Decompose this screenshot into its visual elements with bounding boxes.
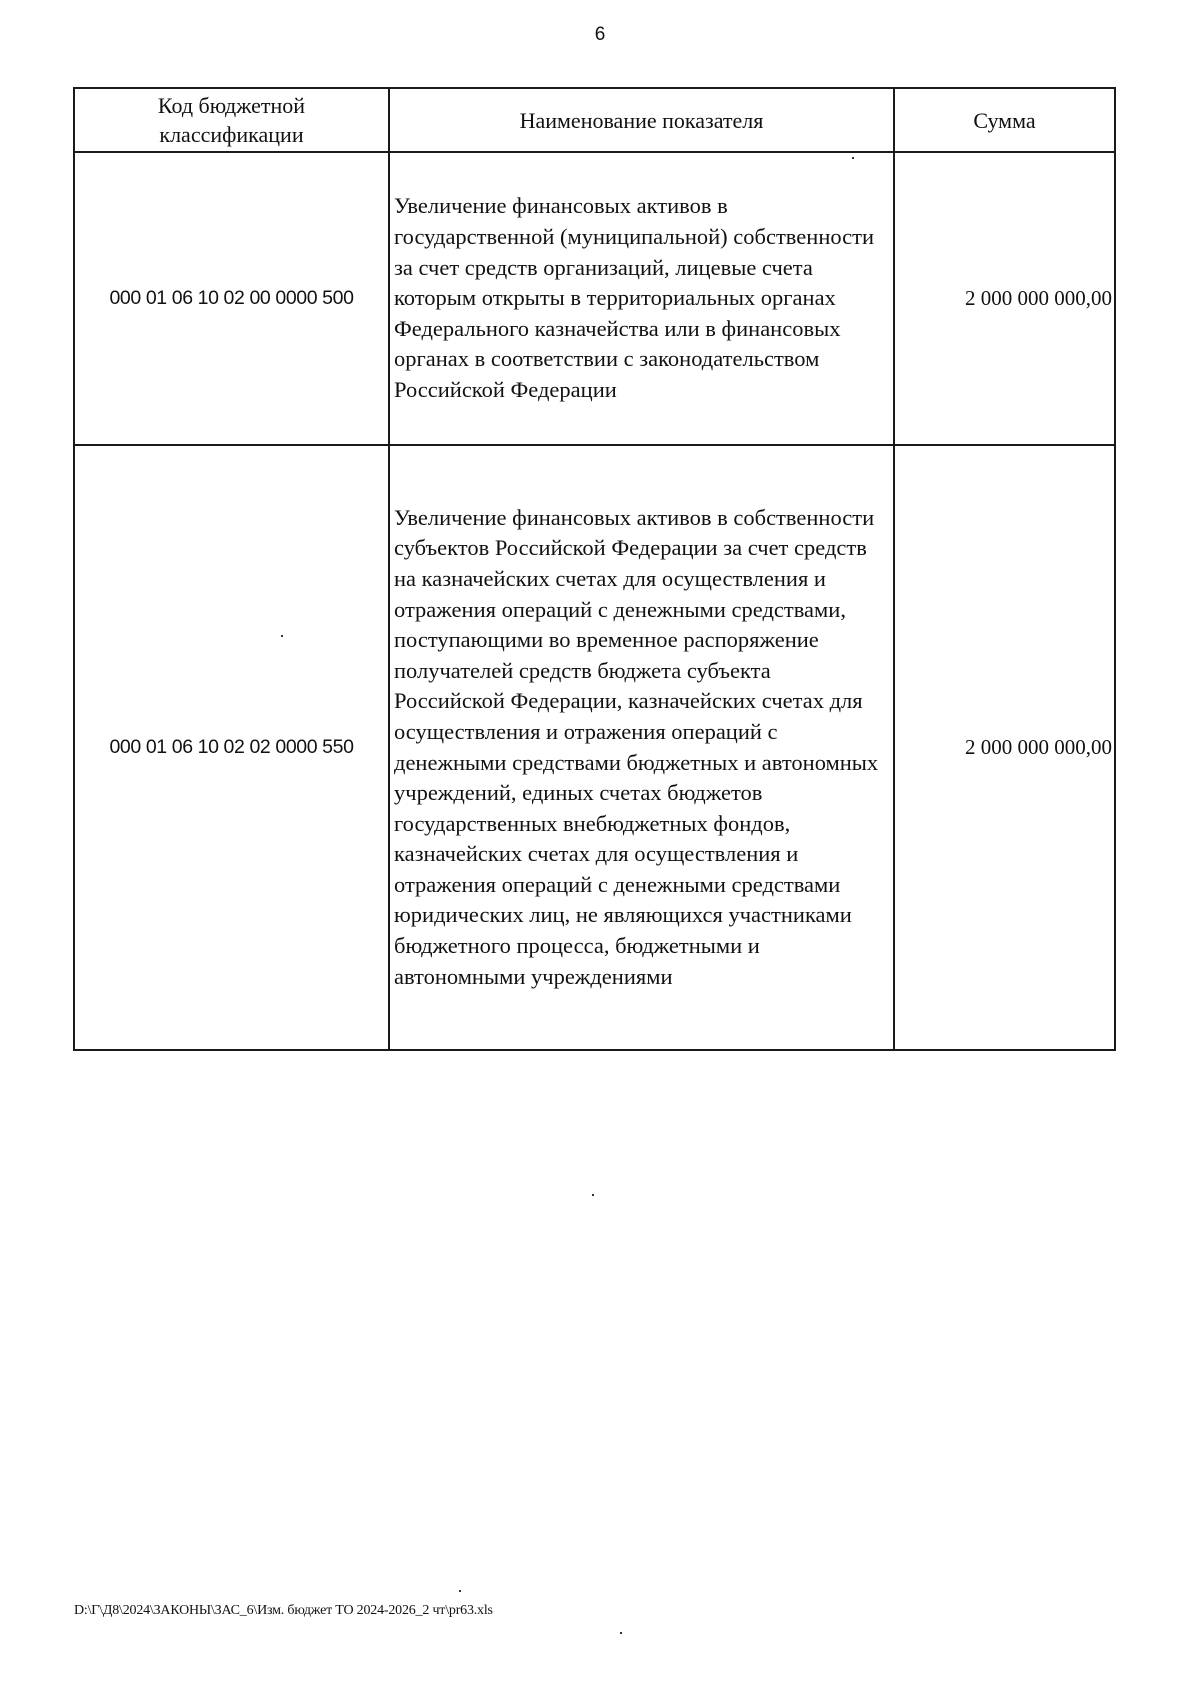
row-name: Увеличение финансовых активов в собственности субъектов Российской Федерации за счет средств на казначейских счетах для осуществления и отражения операций с денежными средствами, поступающими во временное распоряжение получателей средств бюджета субъекта Российской Федерации, казначейских счетах для осуществления и отражения операций с денежными средствами бюджетных и автономных учреждений, единых счетах бюджетов государственных внебюджетных фондов, казначейских счетах для осуществления и отражения операций с денежными средствами юридических лиц, не являющихся участниками бюджетного процесса, бюджетными и автономными учреждениями [389, 445, 894, 1050]
scan-speck [281, 635, 283, 637]
table-header-row [74, 88, 1115, 152]
row-sum: 2 000 000 000,00 [894, 152, 1115, 445]
header-sum [894, 88, 1115, 152]
page-number: 6 [594, 24, 606, 45]
header-name-label: Наименование показателя [519, 107, 764, 133]
scan-speck [592, 1194, 594, 1196]
header-code-label: Код бюджетной классификации [157, 93, 306, 147]
header-name [389, 88, 894, 152]
header-code [74, 88, 389, 152]
scan-speck [620, 1632, 622, 1634]
scan-speck [852, 157, 854, 159]
scan-speck [459, 1590, 461, 1592]
table-row [74, 152, 1115, 445]
row-sum: 2 000 000 000,00 [894, 445, 1115, 1050]
row-name: Увеличение финансовых активов в государственной (муниципальной) собственности за счет средств организаций, лицевые счета которым открыты в территориальных органах Федерального казначейства или в финансовых органах в соответствии с законодательством Российской Федерации [389, 152, 894, 445]
table-row [74, 445, 1115, 1050]
row-code: 000 01 06 10 02 00 0000 500 [74, 152, 389, 445]
header-sum-label: Сумма [973, 107, 1036, 133]
footer-file-path: D:\Г\Д8\2024\ЗАКОНЫ\ЗАС_6\Изм. бюджет ТО 2024-2026_2 чт\pr63.xls [74, 1603, 493, 1618]
row-code: 000 01 06 10 02 02 0000 550 [74, 445, 389, 1050]
budget-table [73, 87, 1116, 1051]
